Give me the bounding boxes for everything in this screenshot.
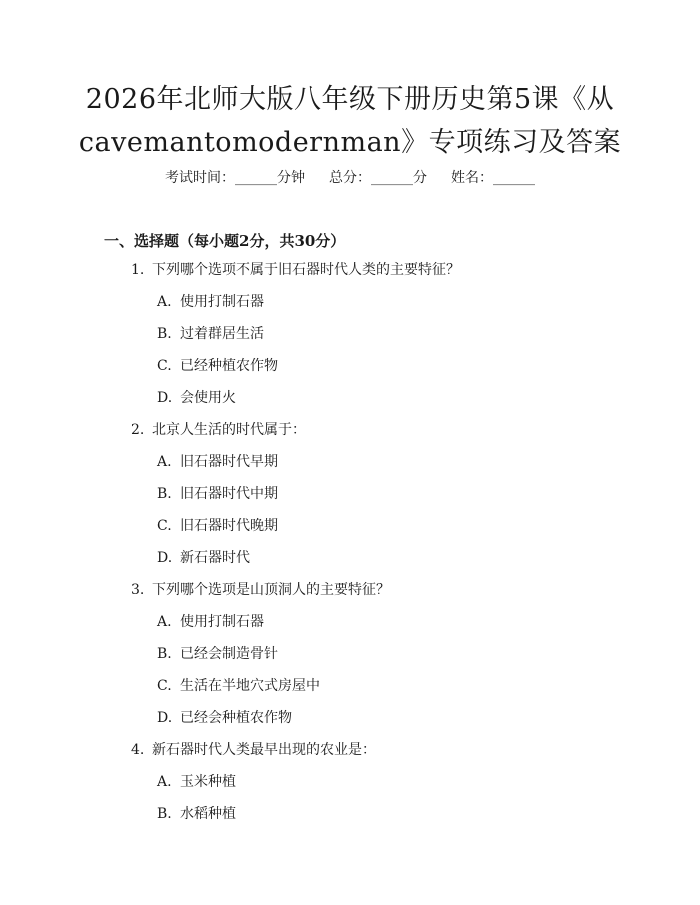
question-number: 1. — [131, 262, 145, 278]
option-text: 生活在半地穴式房屋中 — [180, 678, 320, 694]
option-letter: D. — [157, 390, 173, 406]
question-text: 新石器时代人类最早出现的农业是： — [152, 742, 376, 758]
option-letter: A. — [157, 454, 172, 470]
option-letter: C. — [157, 518, 172, 534]
question-3 — [131, 580, 390, 600]
section-title: 一、选择题（每小题2分，共30分） — [104, 232, 346, 250]
option-2d — [157, 548, 250, 568]
option-1c — [157, 356, 278, 376]
option-letter: A. — [157, 294, 172, 310]
exam-time: 考试时间：______分钟 — [165, 170, 305, 186]
question-text: 下列哪个选项不属于旧石器时代人类的主要特征？ — [152, 262, 460, 278]
option-letter: B. — [157, 646, 172, 662]
question-number: 2. — [131, 422, 145, 438]
question-2 — [131, 420, 306, 440]
option-text: 使用打制石器 — [180, 614, 264, 630]
option-text: 使用打制石器 — [180, 294, 264, 310]
option-2a — [157, 452, 278, 472]
option-3d — [157, 708, 292, 728]
option-text: 新石器时代 — [180, 550, 250, 566]
option-4b — [157, 804, 236, 824]
option-3c — [157, 676, 320, 696]
option-text: 旧石器时代早期 — [180, 454, 278, 470]
option-text: 玉米种植 — [180, 774, 236, 790]
option-text: 水稻种植 — [180, 806, 236, 822]
option-text: 会使用火 — [180, 390, 236, 406]
option-3a — [157, 612, 264, 632]
option-text: 已经会制造骨针 — [180, 646, 278, 662]
option-letter: D. — [157, 710, 173, 726]
question-number: 3. — [131, 582, 145, 598]
option-letter: B. — [157, 486, 172, 502]
question-4 — [131, 740, 376, 760]
question-text: 北京人生活的时代属于： — [152, 422, 306, 438]
option-text: 旧石器时代中期 — [180, 486, 278, 502]
document-title: 2026年北师大版八年级下册历史第5课《从cavemantomodernman》专项练习及答案 — [78, 84, 622, 158]
option-1d — [157, 388, 236, 408]
option-1a — [157, 292, 264, 312]
option-2c — [157, 516, 278, 536]
option-text: 旧石器时代晚期 — [180, 518, 278, 534]
exam-score: 总分：______分 — [329, 170, 427, 186]
option-letter: A. — [157, 774, 172, 790]
option-4a — [157, 772, 236, 792]
option-letter: C. — [157, 358, 172, 374]
option-letter: B. — [157, 326, 172, 342]
exam-name: 姓名：______ — [451, 170, 535, 186]
exam-info — [0, 168, 700, 188]
option-letter: C. — [157, 678, 172, 694]
option-letter: B. — [157, 806, 172, 822]
question-text: 下列哪个选项是山顶洞人的主要特征？ — [152, 582, 390, 598]
question-number: 4. — [131, 742, 145, 758]
option-letter: D. — [157, 550, 173, 566]
option-1b — [157, 324, 264, 344]
option-text: 已经会种植农作物 — [180, 710, 292, 726]
option-2b — [157, 484, 278, 504]
option-letter: A. — [157, 614, 172, 630]
question-1 — [131, 260, 460, 280]
option-3b — [157, 644, 278, 664]
option-text: 过着群居生活 — [180, 326, 264, 342]
option-text: 已经种植农作物 — [180, 358, 278, 374]
